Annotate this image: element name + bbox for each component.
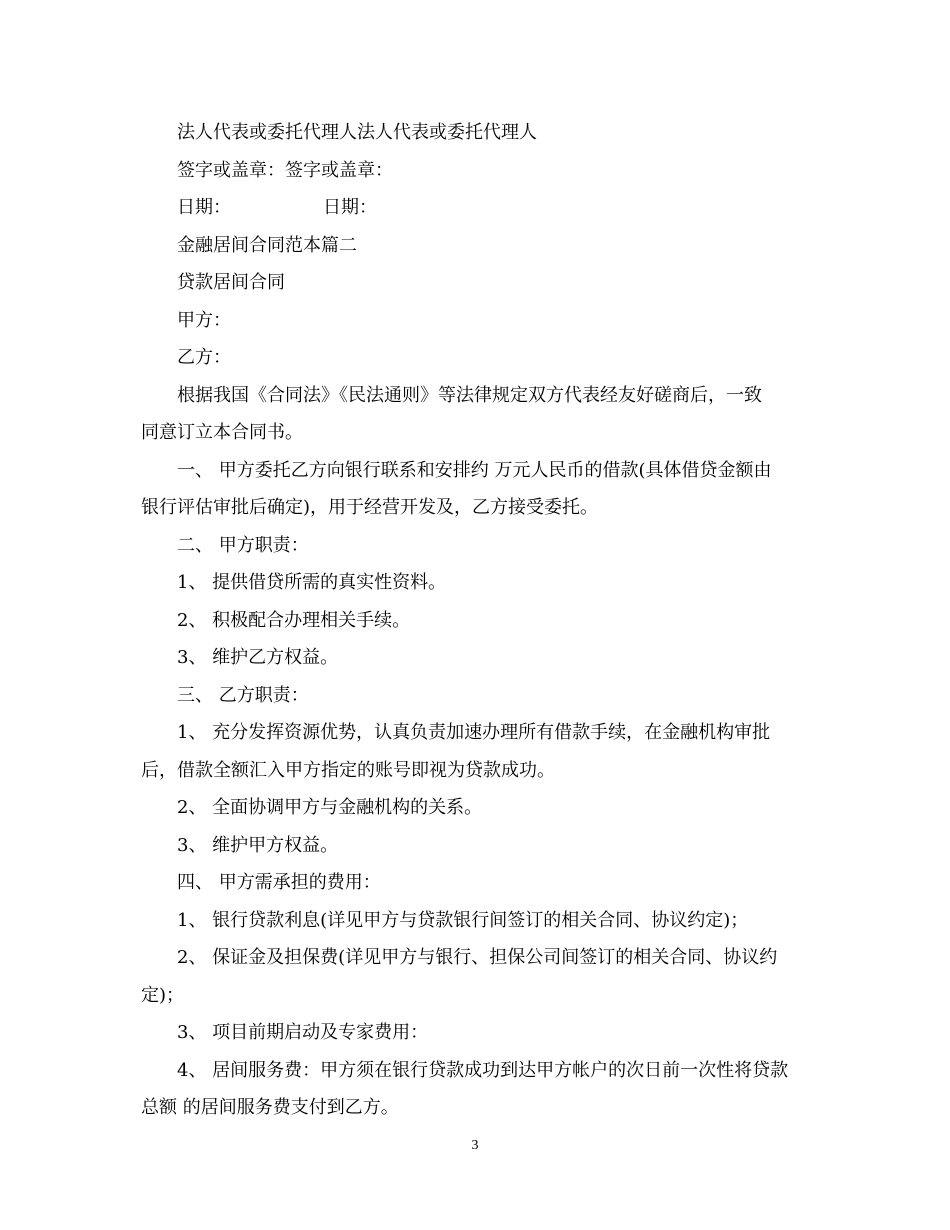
clause-heading: 二、 甲方职责： bbox=[177, 534, 309, 556]
signature-seal-line: 签字或盖章：签字或盖章： bbox=[177, 159, 393, 181]
clause-item: 2、 保证金及担保费(详见甲方与银行、担保公司间签订的相关合同、协议约 bbox=[177, 947, 778, 968]
clause-item-continuation: 定)； bbox=[141, 984, 185, 1006]
paragraph-line: 同意订立本合同书。 bbox=[141, 422, 303, 443]
clause-item-continuation: 后，借款全额汇入甲方指定的账号即视为贷款成功。 bbox=[141, 759, 555, 781]
clause-item: 1、 银行贷款利息(详见甲方与贷款银行间签订的相关合同、协议约定)； bbox=[177, 909, 749, 931]
signature-representative-line: 法人代表或委托代理人法人代表或委托代理人 bbox=[177, 122, 537, 143]
document-body bbox=[141, 114, 811, 1127]
date-label-left: 日期： bbox=[177, 197, 231, 218]
contract-title: 贷款居间合同 bbox=[177, 272, 285, 293]
clause-item: 1、 充分发挥资源优势，认真负责加速办理所有借款手续，在金融机构审批 bbox=[177, 722, 771, 743]
section-title: 金融居间合同范本篇二 bbox=[177, 234, 357, 256]
clause-item: 2、 全面协调甲方与金融机构的关系。 bbox=[177, 797, 483, 818]
clause-item: 3、 维护甲方权益。 bbox=[177, 834, 339, 856]
clause-item: 3、 维护乙方权益。 bbox=[177, 647, 339, 668]
clause-item: 4、 居间服务费：甲方须在银行贷款成功到达甲方帐户的次日前一次性将贷款 bbox=[177, 1059, 789, 1081]
date-line bbox=[141, 189, 811, 227]
clause-item: 2、 积极配合办理相关手续。 bbox=[177, 609, 411, 631]
clause-heading: 四、 甲方需承担的费用： bbox=[177, 872, 381, 893]
page-number: 3 bbox=[471, 1138, 479, 1153]
date-label-right: 日期： bbox=[323, 197, 377, 218]
paragraph-line: 银行评估审批后确定)，用于经营开发及，乙方接受委托。 bbox=[141, 497, 599, 518]
paragraph-line: 根据我国《合同法》《民法通则》等法律规定双方代表经友好磋商后，一致 bbox=[177, 384, 762, 406]
clause-heading: 三、 乙方职责： bbox=[177, 684, 309, 706]
clause-item: 1、 提供借贷所需的真实性资料。 bbox=[177, 572, 447, 593]
party-a-line: 甲方： bbox=[177, 309, 231, 331]
party-b-line: 乙方： bbox=[177, 347, 231, 368]
paragraph-line: 一、 甲方委托乙方向银行联系和安排约 万元人民币的借款(具体借贷金额由 bbox=[177, 459, 772, 481]
clause-item-continuation: 总额 的居间服务费支付到乙方。 bbox=[141, 1097, 399, 1118]
clause-item: 3、 项目前期启动及专家费用： bbox=[177, 1022, 429, 1043]
